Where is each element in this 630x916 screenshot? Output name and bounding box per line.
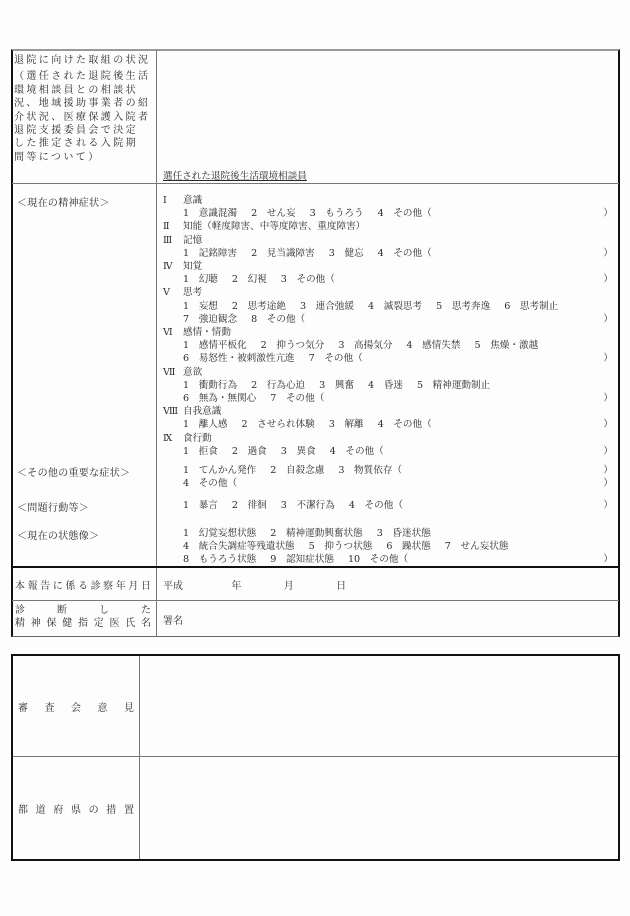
label-char: 精 (15, 618, 25, 629)
label-char: 保 (46, 618, 57, 629)
checklist-option[interactable]: 8 もうろう状態 (183, 554, 257, 566)
review-row-divider (13, 756, 618, 757)
current-state-row (163, 540, 613, 553)
category-name: 知覚 (183, 261, 203, 272)
label-char: 月 (128, 581, 139, 592)
label-char: た (141, 605, 151, 616)
roman-numeral: Ⅱ (163, 221, 170, 233)
checklist-option[interactable]: 9 認知症状態 (270, 554, 334, 566)
checklist-option[interactable]: 1 妄想 (183, 300, 218, 312)
label-char: 診 (90, 581, 101, 592)
label-char: 意 (97, 703, 108, 714)
symptom-category (163, 366, 613, 379)
committee-opinion-label (18, 699, 134, 714)
symptom-options-row (163, 352, 613, 365)
checklist-option[interactable]: 6 思考制止 (504, 300, 559, 312)
category-name: 記憶 (183, 234, 203, 246)
symptom-category (163, 260, 613, 273)
other-symptoms-label: ＜その他の重要な症状＞ (17, 468, 131, 479)
checklist-option[interactable]: 5 精神運動制止 (416, 379, 491, 391)
label-char: 報 (27, 581, 38, 592)
label-char: 医 (109, 618, 120, 629)
checklist-option[interactable]: 4 統合失調症等残遺状態 (183, 541, 295, 553)
checklist-option[interactable]: 1 拒食 (183, 445, 218, 457)
checklist-option[interactable]: 7 その他（ (270, 393, 325, 404)
checklist-option[interactable]: 1 衝動行為 (183, 379, 238, 391)
mental-symptoms-label: ＜現在の精神症状＞ (17, 198, 110, 209)
label-char: 名 (141, 618, 151, 629)
category-name: 意識 (183, 195, 203, 206)
close-paren: ） (603, 247, 613, 259)
checklist-option[interactable]: 4 その他（ (329, 445, 384, 457)
checklist-option[interactable]: 3 昏迷状態 (376, 528, 431, 539)
checklist-option[interactable]: 5 思考奔逸 (436, 300, 491, 312)
symptom-options-row (163, 313, 613, 326)
checklist-option[interactable]: 2 幻視 (231, 274, 267, 286)
label-char: 断 (57, 605, 67, 616)
close-paren: ） (603, 419, 613, 431)
row-divider (12, 183, 619, 184)
checklist-option[interactable]: 2 思考途絶 (231, 300, 286, 312)
checklist-option[interactable]: 2 自殺念慮 (270, 465, 325, 476)
checklist-option[interactable]: 6 易怒性・被刺激性亢進 (183, 353, 295, 365)
current-state-label: ＜現在の状態像＞ (17, 531, 100, 542)
problem-behavior-row (163, 499, 613, 512)
counselor-underline-label: 選任された退院後生活環境相談員 (163, 171, 307, 182)
column-divider (156, 50, 157, 637)
discharge-note-line: 間等について） (14, 151, 101, 163)
symptom-options-row (163, 207, 613, 220)
checklist-option[interactable]: 4 その他（ (348, 500, 403, 511)
label-char: 府 (53, 805, 64, 816)
day-label: 日 (336, 581, 347, 592)
current-state-row (163, 527, 613, 540)
category-name: 思考 (183, 287, 203, 299)
era-label: 平成 (163, 581, 183, 592)
symptom-options-row (163, 339, 613, 352)
exam-date-label (15, 577, 151, 592)
symptom-options-row (163, 445, 613, 458)
label-char: し (99, 605, 109, 616)
symptom-category (163, 326, 613, 339)
category-name: 知能（軽度障害、中等度障害、重度障害） (183, 221, 366, 233)
checklist-option[interactable]: 1 感情平板化 (183, 340, 247, 352)
label-char: 係 (65, 581, 76, 592)
category-name: 意欲 (183, 366, 203, 378)
close-paren: ） (603, 274, 613, 286)
checklist-option[interactable]: 4 その他（ (377, 208, 432, 220)
roman-numeral: Ⅳ (163, 261, 173, 272)
checklist-option[interactable]: 2 徘徊 (231, 500, 267, 511)
prefecture-measure-label (18, 801, 134, 816)
close-paren: ） (603, 313, 613, 325)
symptom-options-row (163, 379, 613, 392)
symptom-options-row (163, 418, 613, 431)
roman-numeral: Ⅶ (163, 366, 176, 378)
category-name: 自我意識 (183, 406, 222, 418)
discharge-note-line: （選任された退院後生活 (14, 71, 151, 83)
row-divider (12, 600, 619, 601)
label-char: 察 (103, 581, 114, 592)
checklist-option[interactable]: 1 記銘障害 (183, 247, 238, 259)
label-char: 告 (40, 581, 51, 592)
checklist-option[interactable]: 2 抑うつ気分 (260, 340, 325, 352)
label-char: 本 (15, 581, 25, 592)
checklist-option[interactable]: 4 滅裂思考 (368, 300, 423, 312)
close-paren: ） (603, 465, 613, 476)
category-name: 食行動 (183, 432, 212, 444)
label-char: 氏 (125, 618, 136, 629)
symptom-category (163, 405, 613, 418)
label-char: に (52, 581, 63, 592)
category-name: 感情・情動 (183, 327, 231, 338)
label-char: の (88, 805, 99, 816)
label-char: 都 (18, 805, 28, 816)
label-char: 定 (93, 618, 104, 629)
roman-numeral: Ⅴ (163, 287, 170, 299)
discharge-note-line: した推定される入院期 (14, 138, 138, 150)
close-paren: ） (603, 478, 613, 490)
checklist-option[interactable]: 5 抑うつ状態 (308, 541, 373, 553)
label-char: 見 (124, 703, 134, 714)
checklist-option[interactable]: 7 その他（ (308, 353, 363, 365)
symptom-category (163, 220, 613, 233)
roman-numeral: Ⅲ (163, 234, 173, 246)
checklist-option[interactable]: 3 興奮 (319, 379, 355, 391)
roman-numeral: Ⅸ (163, 432, 173, 444)
label-char: 日 (140, 581, 151, 592)
label-char: 査 (44, 703, 55, 714)
symptom-category (163, 432, 613, 445)
checklist-option[interactable]: 2 過食 (231, 445, 267, 457)
checklist-option[interactable]: 2 せん妄 (251, 208, 296, 220)
symptom-category (163, 286, 613, 299)
label-char: 審 (18, 703, 28, 714)
checklist-option[interactable]: 3 不潔行為 (280, 500, 335, 511)
checklist-option[interactable]: 1 てんかん発作 (183, 465, 257, 476)
symptom-options-row (163, 392, 613, 405)
checklist-option[interactable]: 1 幻覚妄想状態 (183, 528, 257, 539)
prefecture-measure-field[interactable] (141, 758, 618, 859)
review-column-divider (139, 656, 140, 859)
discharge-note-line: 環境相談員との相談状 (14, 84, 138, 96)
checklist-option[interactable]: 10 その他（ (347, 554, 409, 566)
close-paren: ） (603, 393, 613, 404)
roman-numeral: Ⅵ (163, 327, 173, 338)
current-state-row (163, 553, 613, 566)
symptom-category (163, 194, 613, 207)
checklist-option[interactable]: 4 その他（ (377, 419, 432, 431)
discharge-note-line: 介状況、医療保護入院者 (14, 111, 151, 123)
label-char: る (77, 581, 88, 592)
month-label: 月 (283, 581, 294, 592)
label-char: 健 (62, 618, 73, 629)
checklist-option[interactable]: 6 無為・無関心 (183, 393, 257, 404)
signature-label: 署名 (163, 616, 183, 627)
symptom-options-row (163, 247, 613, 260)
checklist-option[interactable]: 3 物質依存（ (338, 465, 403, 476)
checklist-option[interactable]: 6 躁状態 (386, 541, 431, 553)
discharge-note-line: 況、地域援助事業者の紹 (14, 98, 151, 110)
label-char: 道 (35, 805, 46, 816)
label-char: 神 (30, 618, 41, 629)
label-char: 措 (106, 805, 117, 816)
other-symptom-row (163, 477, 613, 490)
doctor-label-line1 (15, 604, 151, 617)
other-symptom-row (163, 464, 613, 477)
checklist-option[interactable]: 1 離人感 (183, 419, 228, 431)
close-paren: ） (603, 500, 613, 511)
checklist-option[interactable]: 3 その他（ (280, 274, 335, 286)
checklist-option[interactable]: 3 健忘 (328, 247, 364, 259)
designated-physician-label (15, 604, 151, 630)
checklist-option[interactable]: 1 幻聴 (183, 274, 218, 286)
committee-opinion-field[interactable] (141, 656, 618, 755)
roman-numeral: Ⅰ (163, 195, 167, 206)
checklist-option[interactable]: 3 連合弛緩 (299, 300, 355, 312)
discharge-note-line: 退院支援委員会で決定 (14, 125, 138, 137)
close-paren: ） (603, 208, 613, 220)
label-char: 県 (70, 805, 81, 816)
problem-behavior-label: ＜問題行動等＞ (17, 503, 90, 514)
checklist-option[interactable]: 3 もうろう (309, 208, 364, 220)
checklist-option[interactable]: 4 その他（ (377, 247, 432, 259)
checklist-option[interactable]: 4 昏迷 (368, 379, 403, 391)
checklist-option[interactable]: 4 その他（ (183, 478, 238, 490)
label-char: 診 (15, 605, 25, 616)
checklist-option[interactable]: 7 せん妄状態 (444, 541, 509, 553)
checklist-option[interactable]: 2 行為心迫 (251, 379, 306, 391)
close-paren: ） (603, 353, 613, 365)
checklist-option[interactable]: 3 異食 (280, 445, 316, 457)
checklist-option[interactable]: 3 解離 (328, 419, 364, 431)
roman-numeral: Ⅷ (163, 406, 179, 418)
checklist-option[interactable]: 3 高揚気分 (338, 340, 393, 352)
checklist-option[interactable]: 2 精神運動興奮状態 (270, 528, 363, 539)
discharge-note (14, 70, 154, 164)
label-char: 年 (115, 581, 126, 592)
symptom-category (163, 234, 613, 247)
symptom-options-row (163, 300, 613, 313)
discharge-content-field[interactable] (158, 51, 618, 182)
label-char: 指 (78, 618, 88, 629)
exam-date-field[interactable] (163, 577, 346, 592)
close-paren: ） (603, 554, 613, 566)
label-char: 置 (123, 805, 134, 816)
year-label: 年 (231, 581, 242, 592)
symptom-options-row (163, 273, 613, 286)
doctor-label-line2 (15, 617, 151, 630)
label-char: 会 (71, 703, 81, 714)
checklist-option[interactable]: 4 感情失禁 (406, 340, 461, 352)
checklist-option[interactable]: 2 見当識障害 (251, 247, 315, 259)
signature-field[interactable] (190, 603, 615, 635)
close-paren: ） (603, 445, 613, 457)
checklist-option[interactable]: 8 その他（ (251, 313, 306, 325)
discharge-title: 退院に向けた取組の状況 (14, 55, 151, 66)
checklist-option[interactable]: 1 意識混濁 (183, 208, 238, 220)
discharge-status-label (14, 54, 154, 164)
checklist-option[interactable]: 2 させられ体験 (241, 419, 315, 431)
checklist-option[interactable]: 7 強迫観念 (183, 313, 238, 325)
checklist-option[interactable]: 1 暴言 (183, 500, 218, 511)
checklist-option[interactable]: 5 焦燥・激越 (474, 340, 539, 352)
